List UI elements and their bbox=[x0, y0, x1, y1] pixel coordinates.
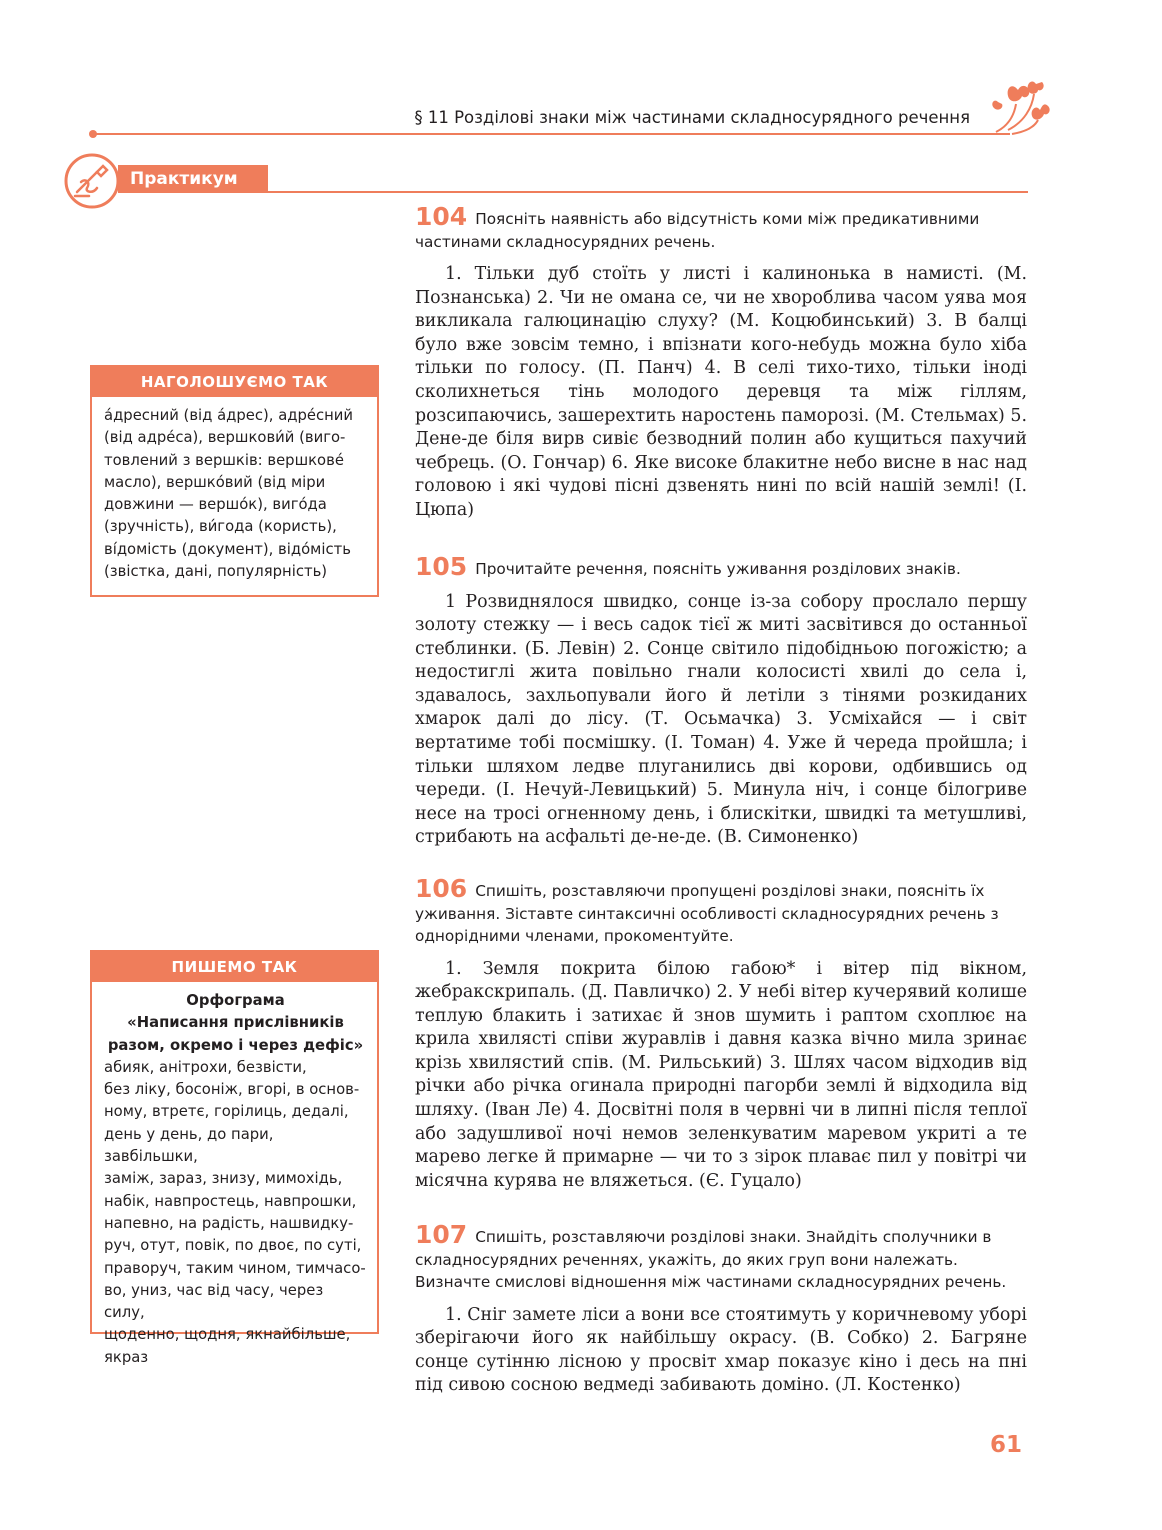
spelling-box-title: ПИШЕМО ТАК bbox=[92, 952, 377, 982]
spelling-box-body bbox=[92, 982, 377, 1379]
spelling-line: абияк, анітрохи, безвісти, bbox=[104, 1058, 307, 1076]
spelling-line: руч, отут, повік, по двоє, по суті, bbox=[104, 1237, 362, 1255]
spelling-info-box bbox=[90, 950, 379, 1366]
exercise-number: 107 bbox=[415, 1220, 468, 1249]
exercise-task bbox=[415, 202, 1027, 253]
spelling-heading: разом, окремо і через дефіс» bbox=[107, 1036, 364, 1054]
stress-line: товлений з вершків: вершкове́ bbox=[104, 451, 344, 469]
spelling-line: без ліку, босоніж, вгорі, в основ- bbox=[104, 1081, 360, 1099]
stress-line: (від адре́са), вершкови́й (виго- bbox=[104, 429, 346, 447]
stress-line: а́дресний (від а́дрес), адре́сний bbox=[104, 407, 354, 424]
exercise-text: 1. Сніг замете ліси а вони все стоятимуть у коричневому уборі зберігаючи його як найбільшу окрасу. (В. Собко) 2. Багряне сонце сутінню лісною у просвіт хмар показує кіно і десь на пні під сивою сосною ведмеді забивають доміно. (Л. Костенко) bbox=[415, 1304, 1027, 1396]
exercise-instruction: Прочитайте речення, поясніть уживання розділових знаків. bbox=[475, 560, 961, 578]
exercise-number: 104 bbox=[415, 202, 468, 231]
exercise-task bbox=[415, 552, 1027, 581]
stress-box-title: НАГОЛОШУЄМО ТАК bbox=[92, 367, 377, 397]
stress-line: довжини — вершо́к), виго́да bbox=[104, 496, 327, 514]
exercise-task bbox=[415, 874, 1027, 948]
stress-line: масло), вершко́вий (від міри bbox=[104, 473, 326, 491]
page-number: 61 bbox=[990, 1432, 1023, 1458]
spelling-line: напевно, на радість, нашвидку- bbox=[104, 1214, 354, 1232]
flower-ornament-icon bbox=[988, 80, 1068, 145]
spelling-heading: «Написання прислівників bbox=[127, 1014, 344, 1032]
exercise-number: 106 bbox=[415, 874, 468, 903]
section-title: § 11 Розділові знаки між частинами складносурядного речення bbox=[414, 108, 970, 127]
spelling-line: набік, навпростець, навпрошки, bbox=[104, 1192, 357, 1210]
exercise-106 bbox=[415, 874, 1027, 1193]
stress-line: ві́домість (документ), відо́мість bbox=[104, 540, 351, 558]
exercise-text: 1. Земля покрита білою габою* і вітер під вікном, жебракскрипаль. (Д. Павличко) 2. У небі вітер кучерявий колише теплую блакить і затихає й знов шумить і раптом схоплює на крила хвилясті співи журавлів і давня казка вічно мила зринає крізь хвилястий спів. (М. Рильський) 3. Шлях часом відходив від річки або річка огинала природні пагорби землі й відходила від шляху. (Іван Ле) 4. Досвітні поля в червні чи в липні після теплої або задушливої ночі немов зеленкуватим маревом укриті а те марево легке й примарне — чи то з зірок плаває пил у повітрі чи місячна курява не вляжеться. (Є. Гуцало) bbox=[415, 958, 1027, 1191]
stress-line: (звістка, дані, популярність) bbox=[104, 563, 328, 581]
header-divider bbox=[95, 133, 1010, 135]
stress-line: (зручність), ви́года (користь), bbox=[104, 518, 337, 536]
spelling-line: заміж, зараз, знизу, мимохідь, bbox=[104, 1170, 343, 1188]
spelling-line: праворуч, таким чином, тимчасо- bbox=[104, 1259, 366, 1277]
exercise-instruction: Спишіть, розставляючи розділові знаки. Знайдіть сполучники в складносурядних реченнях, укажіть, до яких груп вони належать. Визначте смислові відношення між частинами складносурядних речень. bbox=[415, 1228, 1007, 1291]
spelling-line: во, униз, час від часу, через силу, bbox=[104, 1281, 324, 1322]
practicum-label: Практикум bbox=[118, 165, 268, 193]
practicum-divider bbox=[268, 191, 1028, 193]
spelling-heading: Орфограма bbox=[186, 992, 285, 1009]
exercise-105 bbox=[415, 552, 1027, 850]
exercise-104 bbox=[415, 202, 1027, 523]
spelling-line: якраз bbox=[104, 1348, 149, 1366]
exercise-text: 1 Розвиднялося швидко, сонце із-за собору прослало першу золоту стежку — і весь садок тієї ж миті засвітився до останньої стеблинки. (Б. Левін) 2. Сонце світило підобідньою погожістю; а недостиглі жита повільно гнали колосисті хвилі до села і, здавалось, захльопували його й летіли з тінями розкиданих хмарок далі до лісу. (Т. Осьмачка) 3. Усміхайся — і світ вертатиме тобі посмішку. (І. Томан) 4. Уже й череда пройшла; і тільки шляхом ледве плуганились дві корови, одбившись од череди. (І. Нечуй-Левицький) 5. Минула ніч, і сонце білогриве несе на тросі огненному день, і блискітки, швидкі та метушливі, стрибають на асфальті де-не-де. (В. Симоненко) bbox=[415, 591, 1027, 848]
exercise-instruction: Поясніть наявність або відсутність коми між предикативними частинами складносурядних речень. bbox=[415, 210, 980, 251]
writing-hand-icon bbox=[63, 152, 121, 210]
exercise-107 bbox=[415, 1220, 1027, 1398]
exercise-number: 105 bbox=[415, 552, 468, 581]
spelling-line: ному, втретє, горілиць, дедалі, bbox=[104, 1103, 349, 1121]
stress-box-body bbox=[92, 397, 377, 593]
spelling-line: день у день, до пари, завбільшки, bbox=[104, 1125, 274, 1166]
stress-info-box bbox=[90, 365, 379, 597]
exercise-instruction: Спишіть, розставляючи пропущені розділові знаки, поясніть їх уживання. Зіставте синтаксичні особливості складносурядних речень з однорідними членами, прокоментуйте. bbox=[415, 882, 999, 945]
exercise-text: 1. Тільки дуб стоїть у листі і калинонька в намисті. (М. Познанська) 2. Чи не омана се, чи не хвороблива часом уява моя викликала галюцинацію слуху? (М. Коцюбинський) 3. В балці було вже зовсім темно, і впізнати кого-небудь можна було хіба тільки по голосу. (П. Панч) 4. В селі тихо-тихо, тільки іноді сколихнеться тінь молодого деревця та між гіллям, розсипаючись, зашерехтить наростень паморозі. (М. Стельмах) 5. Дене-де біля вирв сивіє безводний полин або кущиться пахучий чебрець. (О. Гончар) 6. Яке високе блакитне небо висне в нас над головою і які чудові пісні дзвенять нині по всій нашій землі! (І. Цюпа) bbox=[415, 264, 1027, 520]
spelling-line: щоденно, щодня, якнайбільше, bbox=[104, 1326, 351, 1344]
exercise-task bbox=[415, 1220, 1027, 1294]
